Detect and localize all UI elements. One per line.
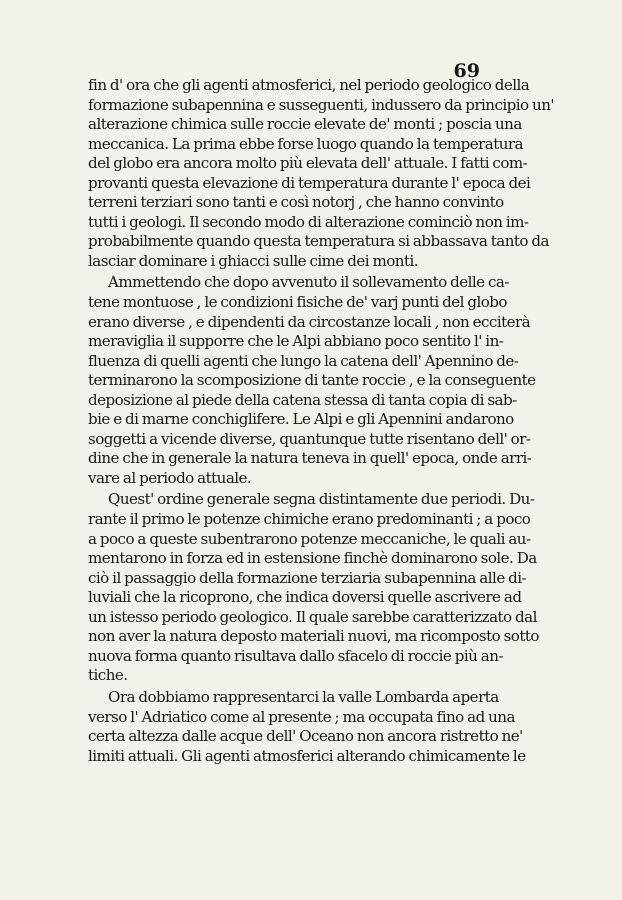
paragraph-1 xyxy=(88,76,554,271)
text-line: dine che in generale la natura teneva in quell' epoca, onde arri- xyxy=(88,449,532,468)
text-line: ciò il passaggio della formazione terziaria subapennina alle di- xyxy=(88,568,527,587)
text-line: Quest' ordine generale segna distintamente due periodi. Du- xyxy=(108,490,535,509)
text-line: soggetti a vicende diverse, quantunque tutte risentano dell' or- xyxy=(88,429,531,448)
text-line: tiche. xyxy=(88,666,128,685)
paragraph-2 xyxy=(88,273,536,488)
text-line: mentarono in forza ed in estensione finchè dominarono sole. Da xyxy=(88,549,537,568)
text-line: rante il primo le potenze chimiche erano predominanti ; a poco xyxy=(88,510,531,529)
text-line: terreni terziari sono tanti e così notorj , che hanno convinto xyxy=(88,193,504,212)
text-line: tutti i geologi. Il secondo modo di alterazione cominciò non im- xyxy=(88,212,529,231)
text-line: limiti attuali. Gli agenti atmosferici alterando chimicamente le xyxy=(88,746,526,765)
text-line: probabilmente quando questa temperatura si abbassava tanto da xyxy=(88,232,549,251)
text-line: terminarono la scomposizione di tante roccie , e la conseguente xyxy=(88,371,536,390)
text-line: vare al periodo attuale. xyxy=(88,468,252,487)
text-line: non aver la natura deposto materiali nuovi, ma ricomposto sotto xyxy=(88,627,539,646)
text-line: a poco a queste subentrarono potenze meccaniche, le quali au- xyxy=(88,529,531,548)
text-line: meccanica. La prima ebbe forse luogo quando la temperatura xyxy=(88,134,524,153)
text-line: deposizione al piede della catena stessa di tanta copia di sab- xyxy=(88,390,517,409)
text-line: certa altezza dalle acque dell' Oceano non ancora ristretto ne' xyxy=(88,727,523,746)
text-line: fluenza di quelli agenti che lungo la catena dell' Apennino de- xyxy=(88,351,519,370)
text-line: formazione subapennina e susseguenti, indussero da principio un' xyxy=(88,95,554,114)
text-line: lasciar dominare i ghiacci sulle cime dei monti. xyxy=(88,251,418,270)
text-line: nuova forma quanto risultava dallo sfacelo di roccie più an- xyxy=(88,646,503,665)
text-line: Ammettendo che dopo avvenuto il sollevamento delle ca- xyxy=(108,273,509,292)
text-line: verso l' Adriatico come al presente ; ma occupata fino ad una xyxy=(88,707,515,726)
text-line: luviali che la ricoprono, che indica doversi quelle ascrivere ad xyxy=(88,588,522,607)
paragraph-4 xyxy=(88,687,526,766)
page-number: 69 xyxy=(453,60,480,82)
text-line: meraviglia il supporre che le Alpi abbiano poco sentito l' in- xyxy=(88,332,504,351)
body-text xyxy=(88,76,554,766)
text-line: bie e di marne conchiglifere. Le Alpi e gli Apennini andarono xyxy=(88,410,514,429)
text-line: tene montuose , le condizioni fisiche de' varj punti del globo xyxy=(88,293,507,312)
text-line: un istesso periodo geologico. Il quale sarebbe caratterizzato dal xyxy=(88,607,537,626)
text-line: Ora dobbiamo rappresentarci la valle Lombarda aperta xyxy=(108,687,499,706)
paragraph-3 xyxy=(88,490,539,685)
text-line: fin d' ora che gli agenti atmosferici, nel periodo geologico della xyxy=(88,76,530,94)
text-line: alterazione chimica sulle roccie elevate de' monti ; poscia una xyxy=(88,115,522,134)
text-line: del globo era ancora molto più elevata dell' attuale. I fatti com- xyxy=(88,154,528,173)
text-line: provanti questa elevazione di temperatura durante l' epoca dei xyxy=(88,173,531,192)
text-line: erano diverse , e dipendenti da circostanze locali , non ecciterà xyxy=(88,312,531,331)
